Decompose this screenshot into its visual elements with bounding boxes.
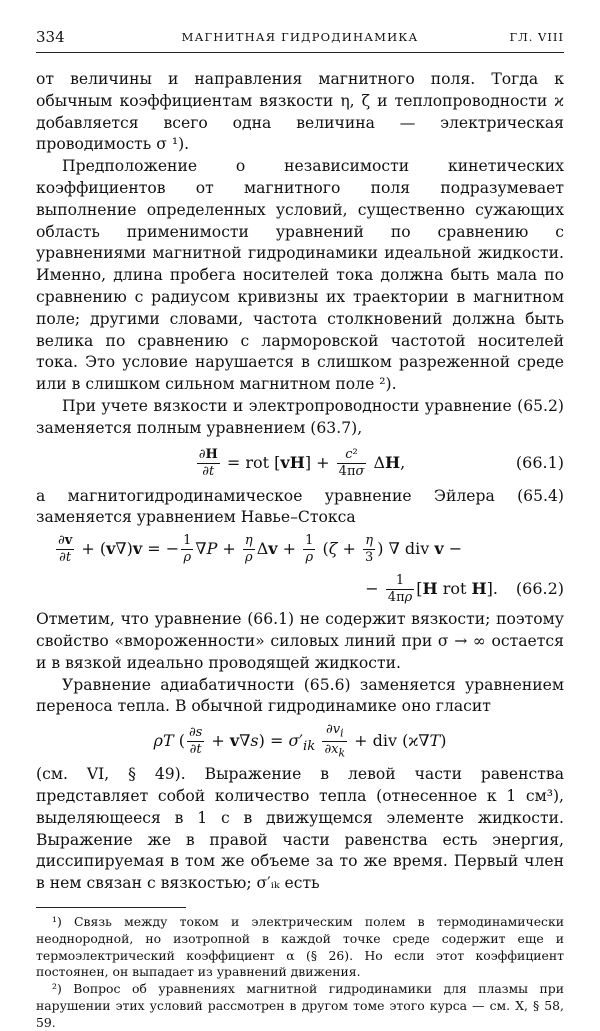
book-page [36, 28, 564, 1031]
paragraph-2: Предположение о независимости кинетических коэффициентов от магнитного поля подразумевает выполнение определенных условий, существенно сужающих область применимости уравнений по сравнению с уравнениями магнитной гидродинамики идеальной жидкости. Именно, длина пробега носителей тока должна быть мала по сравнению с радиусом кривизны их траектории в магнитном поле; другими словами, частота столкновений должна быть велика по сравнению с ларморовской частотой носителей тока. Это условие нарушается в слишком разреженной среде или в слишком сильном магнитном поле ²). [36, 157, 564, 394]
paragraph-3: При учете вязкости и электропроводности уравнение (65.2) заменяется полным уравнением (63.7), [36, 396, 564, 437]
running-header [36, 28, 564, 50]
paragraph-7: (см. VI, § 49). Выражение в левой части равенства представляет собой количество тепла (отнесенное к 1 см³), выделяющееся в 1 с в движущемся элементе жидкости. Выражение же в правой части равенства есть энергия, диссипируемая в том же объеме за то же время. Первый член в нем связан с вязкостью; σ′ᵢₖ есть [36, 765, 564, 893]
equation-66-2-number: (66.2) [515, 579, 564, 599]
chapter-label: ГЛ. VIII [509, 30, 564, 44]
running-title: МАГНИТНАЯ ГИДРОДИНАМИКА [181, 30, 419, 44]
equation-66-1-number: (66.1) [515, 452, 564, 472]
paragraph-5: Отметим, что уравнение (66.1) не содержит вязкости; поэтому свойство «вмороженности» силовых линий при σ → ∞ остается и в вязкой идеально проводящей жидкости. [36, 610, 564, 672]
paragraph-4: а магнитогидродинамическое уравнение Эйлера (65.4) заменяется уравнением Навье–Стокса [36, 486, 564, 527]
footnote-2: ²) Вопрос об уравнениях магнитной гидродинамики для плазмы при нарушении этих условий рассмотрен в другом томе этого курса — см. X, § 58, 59. [36, 981, 564, 1030]
footnote-rule [36, 907, 186, 908]
footnotes [36, 914, 564, 1031]
equation-66-2-line-2: − $\frac{1}{4\pi\rho}$ [H rot H]. [365, 573, 498, 606]
equation-66-2-line-1: $\frac{\partial v}{\partial t}$ + (v∇)v = − $\frac{1}{\rho}$ ∇P + $\frac{\eta}{\rho}$ Δv + $\frac{1}{\rho}$ (ζ + $\frac{\eta}{3}$ ) ∇ div v − [58, 533, 463, 566]
heat-transfer-expression: ρT ( $\frac{\partial s}{\partial t}$ + $v\nabla s) = \sigma'_{ik}$ $\frac{\partial v_i}{\partial x_k}$ + div (ϰ∇T) [153, 721, 447, 760]
page-number: 334 [36, 28, 65, 46]
equation-66-2 [36, 529, 564, 609]
equation-heat-transfer [36, 718, 564, 764]
paragraph-6: Уравнение адиабатичности (65.6) заменяется уравнением переноса тепла. В обычной гидродинамике оно гласит [36, 675, 564, 716]
header-rule [36, 52, 564, 53]
equation-66-1-expression: $\frac{\partial H}{\partial t}$ = rot [vH] + $\frac{\text{c²}}{4\pi\sigma}$ ΔH, [198, 446, 406, 479]
paragraph-1: от величины и направления магнитного поля. Тогда к обычным коэффициентам вязкости η, ζ и теплопроводности ϰ добавляется всего одна величина — электрическая проводимость σ ¹). [36, 70, 564, 154]
equation-66-1 [36, 440, 564, 486]
footnote-1: ¹) Связь между током и электрическим полем в термодинамически неоднородной, но изотропной в каждой точке среде содержит еще и термоэлектрический коэффициент α (§ 26). Но если этот коэффициент постоянен, он выпадает из уравнений движения. [36, 913, 564, 980]
main-text [36, 69, 564, 895]
